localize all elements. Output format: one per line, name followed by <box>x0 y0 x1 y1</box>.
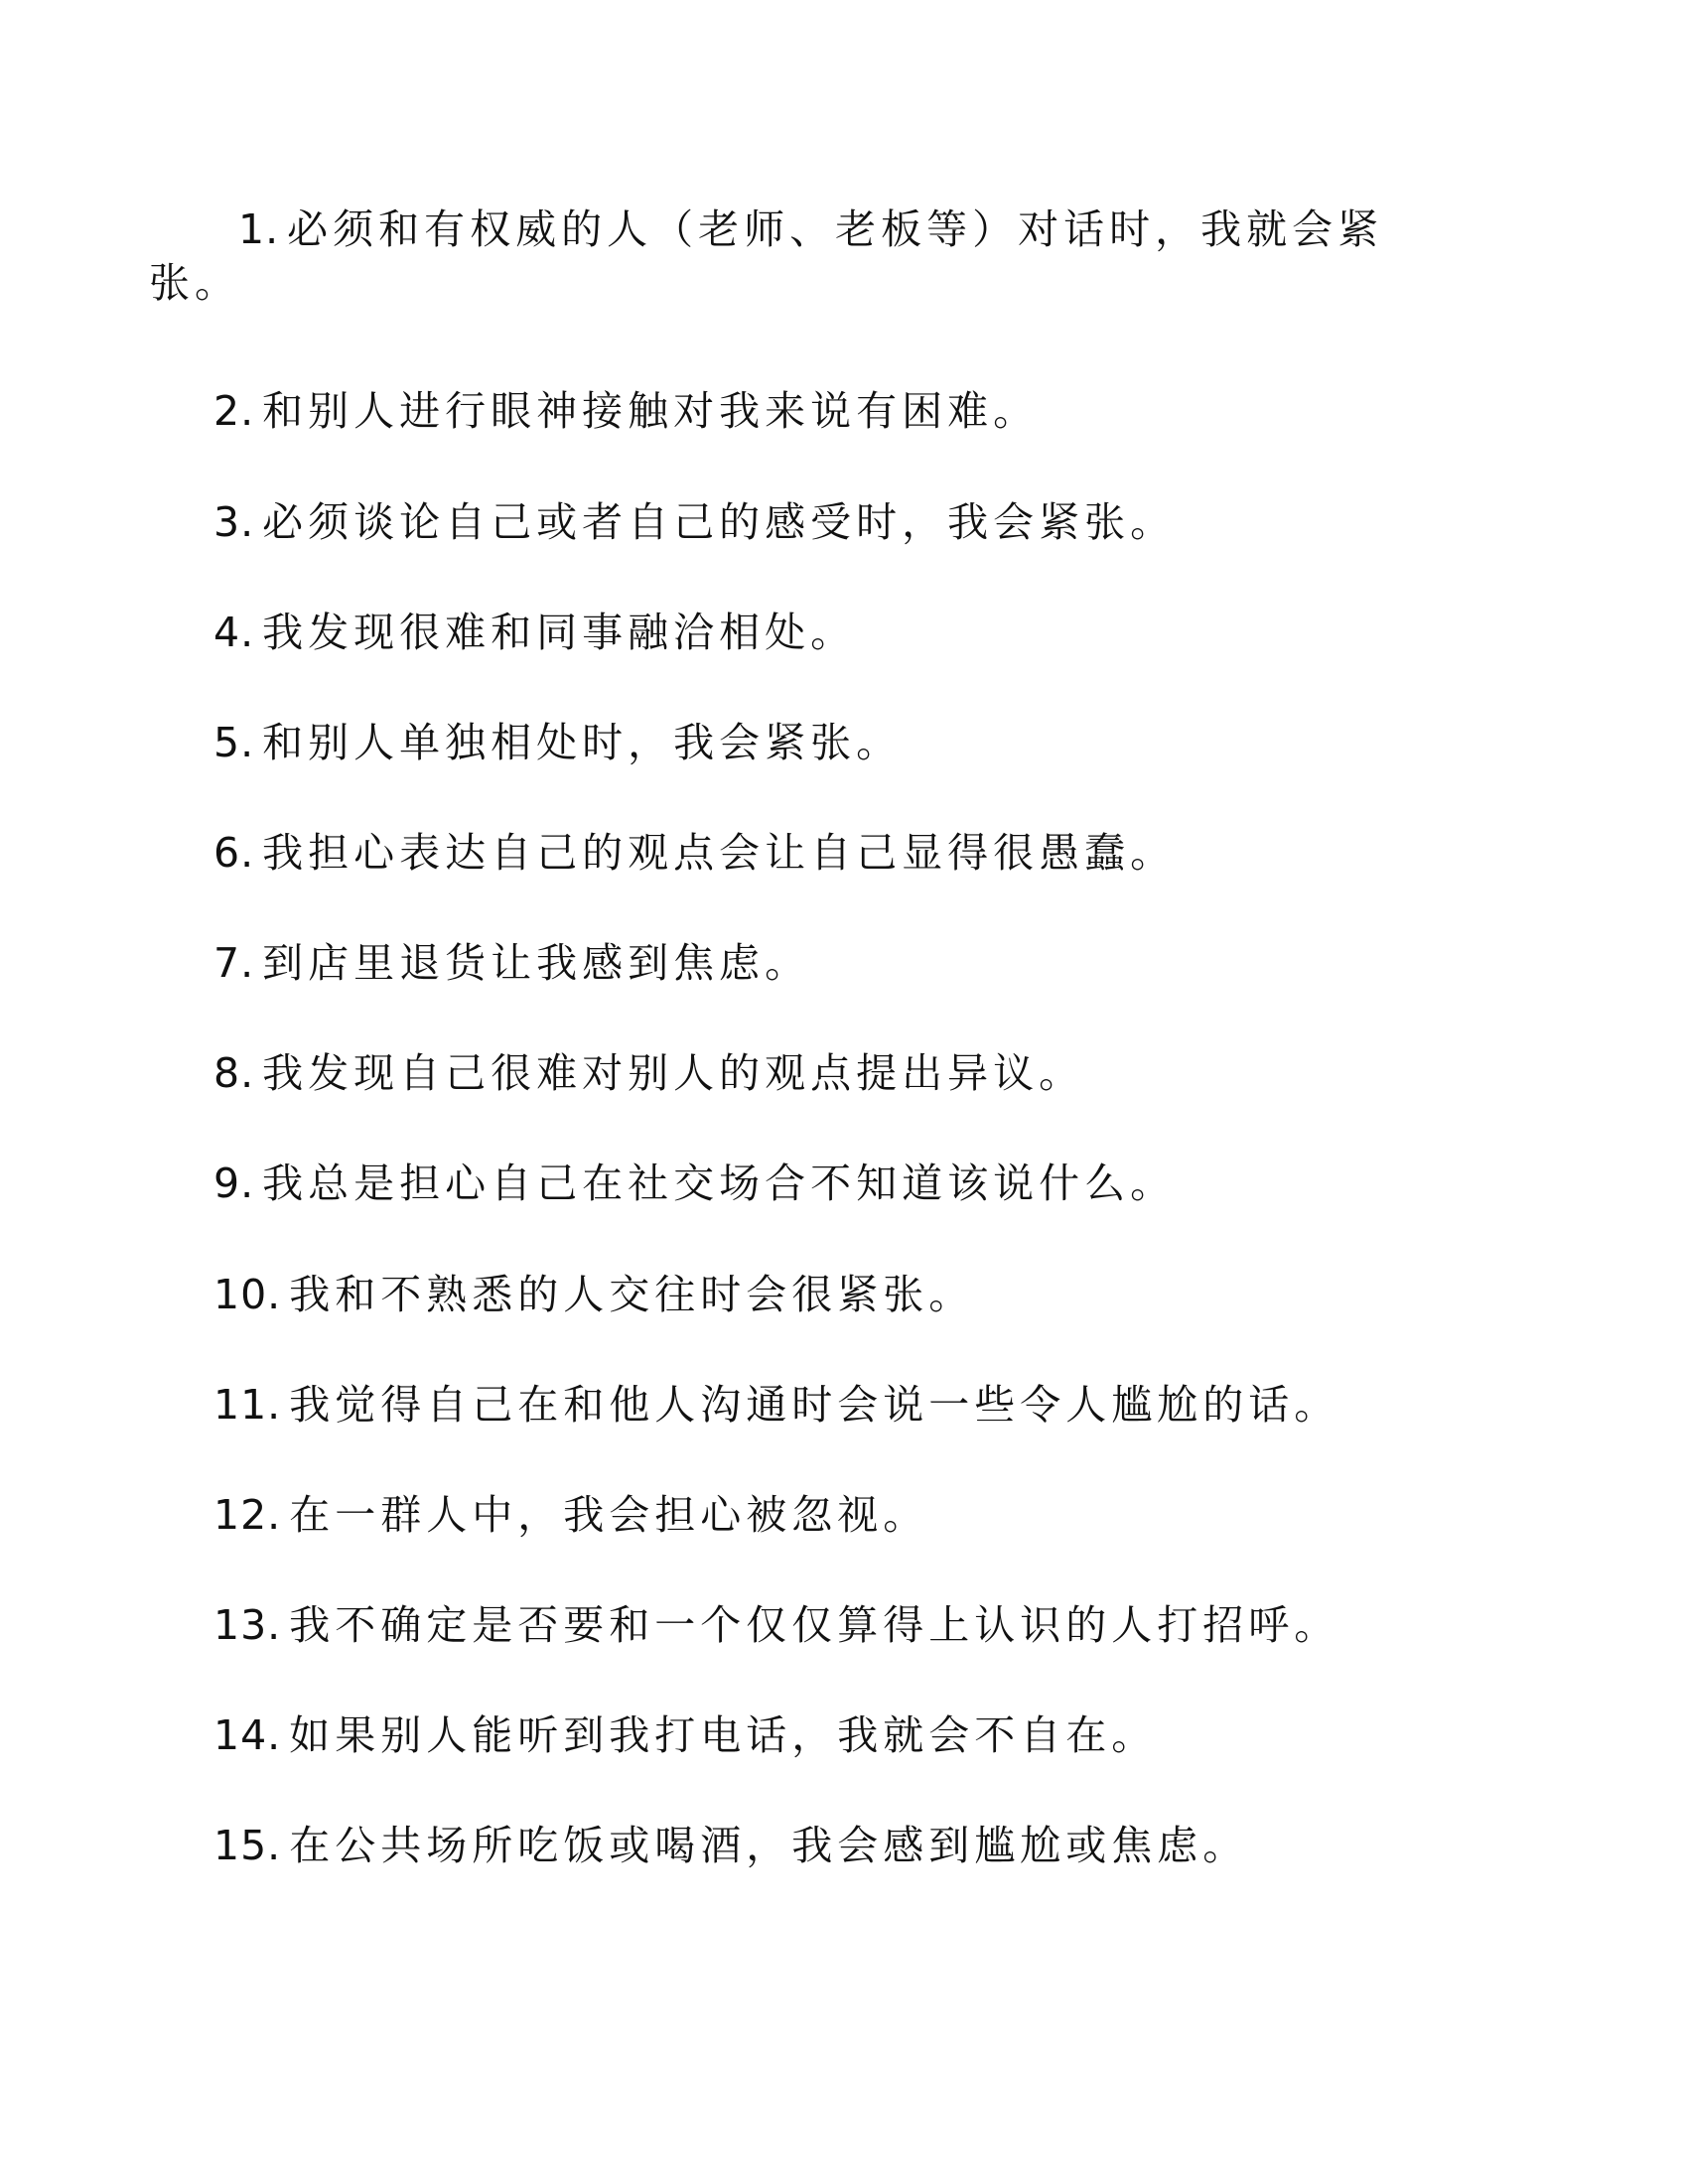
item-number: 15. <box>213 1822 282 1869</box>
item-number: 7. <box>213 939 255 987</box>
item-number: 11. <box>213 1381 282 1429</box>
item-number: 5. <box>213 719 255 766</box>
item-text: 和别人进行眼神接触对我来说有困难。 <box>262 387 1040 435</box>
list-item <box>213 494 1470 550</box>
list-item <box>213 1707 1470 1763</box>
item-number: 3. <box>213 498 255 546</box>
list-item <box>213 715 1470 770</box>
list-item <box>213 605 1470 660</box>
item-number: 8. <box>213 1049 255 1097</box>
item-number: 4. <box>213 609 255 656</box>
item-text: 必须和有权威的人（老师、老板等）对话时，我就会紧张。 <box>149 205 1384 307</box>
list-item <box>213 1487 1470 1543</box>
list-item <box>213 935 1470 991</box>
item-text: 在一群人中，我会担心被忽视。 <box>289 1491 929 1539</box>
list-item <box>213 1818 1470 1873</box>
item-text: 在公共场所吃饭或喝酒，我会感到尴尬或焦虑。 <box>289 1822 1249 1869</box>
item-text: 我不确定是否要和一个仅仅算得上认识的人打招呼。 <box>289 1601 1340 1649</box>
item-text: 和别人单独相处时，我会紧张。 <box>262 719 903 766</box>
item-number: 12. <box>213 1491 282 1539</box>
item-number: 2. <box>213 387 255 435</box>
item-text: 到店里退货让我感到焦虑。 <box>262 939 811 987</box>
item-text: 我发现很难和同事融洽相处。 <box>262 609 857 656</box>
item-number: 14. <box>213 1711 282 1759</box>
item-number: 10. <box>213 1271 282 1318</box>
item-text: 必须谈论自己或者自己的感受时，我会紧张。 <box>262 498 1177 546</box>
item-number: 6. <box>213 829 255 877</box>
list-item <box>213 1377 1470 1433</box>
list-item <box>213 1045 1470 1101</box>
list-item <box>213 1156 1470 1211</box>
item-text: 我担心表达自己的观点会让自己显得很愚蠢。 <box>262 829 1177 877</box>
item-number: 9. <box>213 1160 255 1207</box>
item-number: 13. <box>213 1601 282 1649</box>
list-item <box>213 1597 1470 1653</box>
item-text: 我和不熟悉的人交往时会很紧张。 <box>289 1271 975 1318</box>
item-text: 我觉得自己在和他人沟通时会说一些令人尴尬的话。 <box>289 1381 1340 1429</box>
item-text: 如果别人能听到我打电话，我就会不自在。 <box>289 1711 1158 1759</box>
list-item <box>149 203 1470 310</box>
item-number: 1. <box>238 205 280 253</box>
list-item <box>213 825 1470 881</box>
item-text: 我发现自己很难对别人的观点提出异议。 <box>262 1049 1085 1097</box>
list-item <box>213 383 1470 439</box>
item-text: 我总是担心自己在社交场合不知道该说什么。 <box>262 1160 1177 1207</box>
list-item <box>213 1267 1470 1322</box>
